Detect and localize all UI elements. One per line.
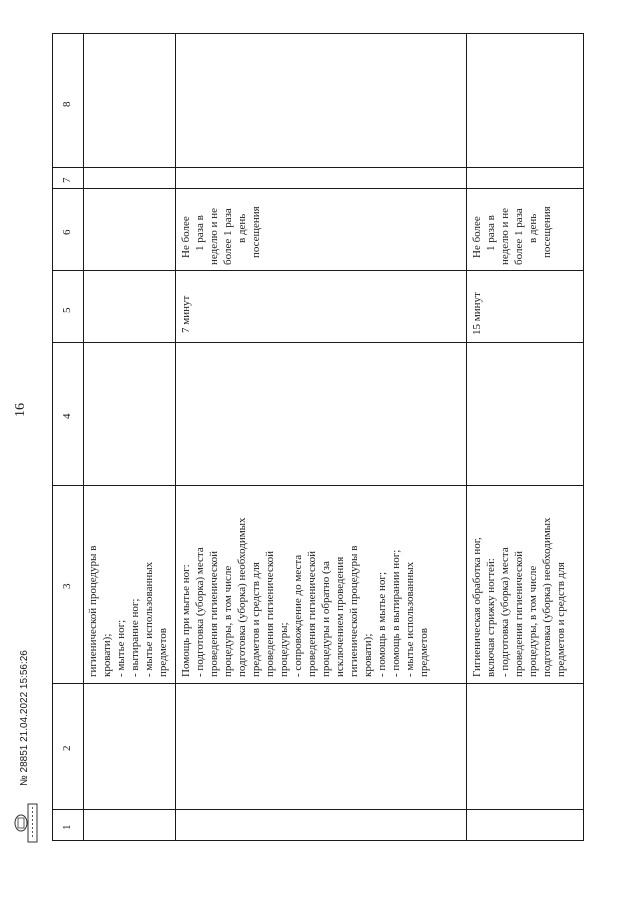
- registry-stamp-icon: [12, 800, 42, 846]
- col-divider-8-7: [52, 167, 584, 168]
- column-number-6: 6: [61, 229, 73, 235]
- column-number-8: 8: [61, 101, 73, 107]
- cell-line: предметов: [418, 628, 430, 677]
- col-divider-7-6: [52, 188, 584, 189]
- cell-line: процедуры, в том числе: [527, 565, 539, 677]
- table-border-left-edge: [52, 33, 53, 841]
- frequency-line: более 1 раза: [513, 208, 525, 265]
- frequency-line: 1 раза в: [194, 215, 206, 251]
- column-number-3: 3: [61, 583, 73, 589]
- frequency-line: в день: [236, 213, 248, 243]
- header-row-divider: [83, 33, 84, 841]
- cell-line: предметов и средств для: [250, 562, 262, 677]
- frequency-line: неделю и не: [208, 208, 220, 265]
- col-divider-2-1: [52, 809, 584, 810]
- frequency-line: неделю и не: [499, 208, 511, 265]
- column-number-1: 1: [61, 824, 73, 830]
- cell-line: проведения гигиенической: [208, 550, 220, 677]
- cell-line: исключением проведения: [334, 556, 346, 677]
- frequency-line: в день: [527, 213, 539, 243]
- row-separator-1: [175, 33, 176, 841]
- column-number-4: 4: [61, 413, 73, 419]
- table-border-bottom: [52, 840, 584, 841]
- table-border-top: [52, 33, 584, 34]
- cell-line: - мытье ног;: [115, 619, 127, 677]
- page-footer: [8, 590, 48, 850]
- cell-line: процедуры;: [278, 622, 290, 677]
- frequency-line: посещения: [250, 206, 262, 258]
- cell-line: кровати);: [101, 633, 113, 677]
- page-number: 16: [13, 403, 28, 417]
- registration-number: № 28851 21.04.2022 15:56:26: [19, 650, 30, 786]
- column-number-5: 5: [61, 307, 73, 313]
- frequency-line: 1 раза в: [485, 215, 497, 251]
- table-border-right-edge: [583, 33, 584, 841]
- cell-line: кровати);: [362, 633, 374, 677]
- cell-line: гигиенической процедуры в: [348, 545, 360, 677]
- col-divider-6-5: [52, 270, 584, 271]
- col-divider-5-4: [52, 342, 584, 343]
- cell-line: - сопровождение до места: [292, 554, 304, 677]
- frequency-line: более 1 раза: [222, 208, 234, 265]
- col-divider-3-2: [52, 683, 584, 684]
- cell-line: Помощь при мытье ног:: [180, 564, 192, 677]
- cell-line: гигиенической процедуры в: [87, 545, 99, 677]
- cell-line: - помощь в мытье ног;: [376, 572, 388, 677]
- column-number-7: 7: [61, 177, 73, 183]
- cell-line: процедуры, в том числе: [222, 565, 234, 677]
- cell-line: - помощь в вытирании ног;: [390, 549, 402, 677]
- cell-line: процедуры и обратно (за: [320, 561, 332, 677]
- cell-line: проведения гигиенической: [264, 550, 276, 677]
- cell-line: подготовка (уборка) необходимых: [236, 517, 248, 677]
- cell-line: - подготовка (уборка) места: [499, 547, 511, 677]
- frequency-line: посещения: [541, 206, 553, 258]
- col-divider-4-3: [52, 485, 584, 486]
- cell-line: - мытье использованных: [404, 561, 416, 677]
- cell-line: - мытье использованных: [143, 561, 155, 677]
- row-separator-2: [466, 33, 467, 841]
- frequency-line: Не более: [180, 216, 192, 258]
- duration-cell: 15 минут: [471, 292, 483, 335]
- cell-line: - подготовка (уборка) места: [194, 547, 206, 677]
- cell-line: предметов и средств для: [555, 562, 567, 677]
- cell-line: проведения гигиенической: [513, 550, 525, 677]
- column-number-2: 2: [61, 745, 73, 751]
- cell-line: - вытирание ног;: [129, 598, 141, 677]
- duration-cell: 7 минут: [180, 295, 192, 333]
- frequency-line: Не более: [471, 216, 483, 258]
- cell-line: предметов: [157, 628, 169, 677]
- cell-line: подготовка (уборка) необходимых: [541, 517, 553, 677]
- cell-line: Гигиеническая обработка ног,: [471, 537, 483, 677]
- cell-line: включая стрижку ногтей:: [485, 558, 497, 677]
- cell-line: проведения гигиенической: [306, 550, 318, 677]
- document-table: [52, 33, 584, 841]
